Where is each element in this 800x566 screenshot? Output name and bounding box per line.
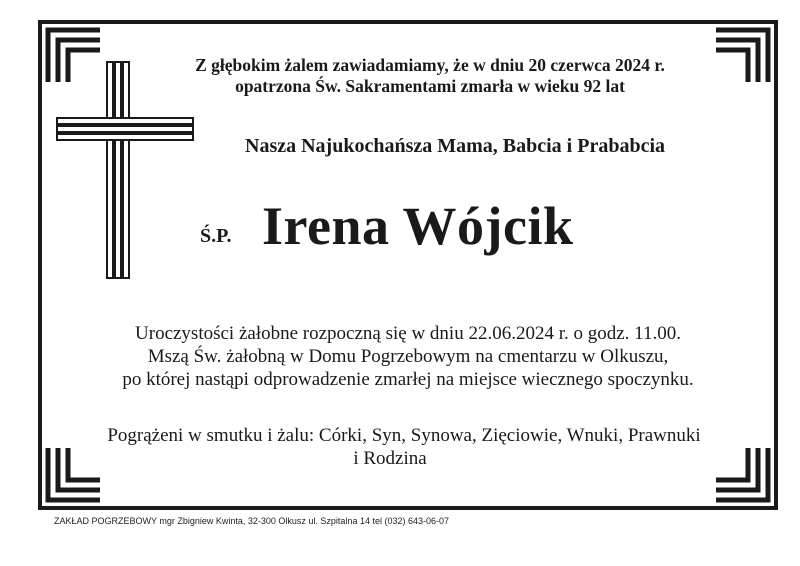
announcement-line-2: opatrzona Św. Sakramentami zmarła w wieku 92 lat [235,76,625,96]
funeral-home-footer: ZAKŁAD POGRZEBOWY mgr Zbigniew Kwinta, 32-300 Olkusz ul. Szpitalna 14 tel (032) 643-06-07 [54,516,450,526]
funeral-line-2: Mszą Św. żałobną w Domu Pogrzebowym na cmentarzu w Olkuszu, [147,346,669,367]
relation-line: Nasza Najukochańsza Mama, Babcia i Prababcia [245,135,665,157]
deceased-name: Irena Wójcik [262,196,574,256]
announcement-line-1: Z głębokim żalem zawiadamiamy, że w dniu 20 czerwca 2024 r. [195,55,665,75]
sp-prefix: Ś.P. [200,225,232,247]
funeral-line-3: po której nastąpi odprowadzenie zmarłej na miejsce wiecznego spoczynku. [122,369,694,390]
funeral-line-1: Uroczystości żałobne rozpoczną się w dniu 22.06.2024 r. o godz. 11.00. [135,323,681,344]
deceased-heading [0,195,800,255]
mourners-line-1: Pogrążeni w smutku i żalu: Córki, Syn, Synowa, Zięciowie, Wnuki, Prawnuki [107,425,701,446]
mourners-line-2: i Rodzina [353,448,427,469]
